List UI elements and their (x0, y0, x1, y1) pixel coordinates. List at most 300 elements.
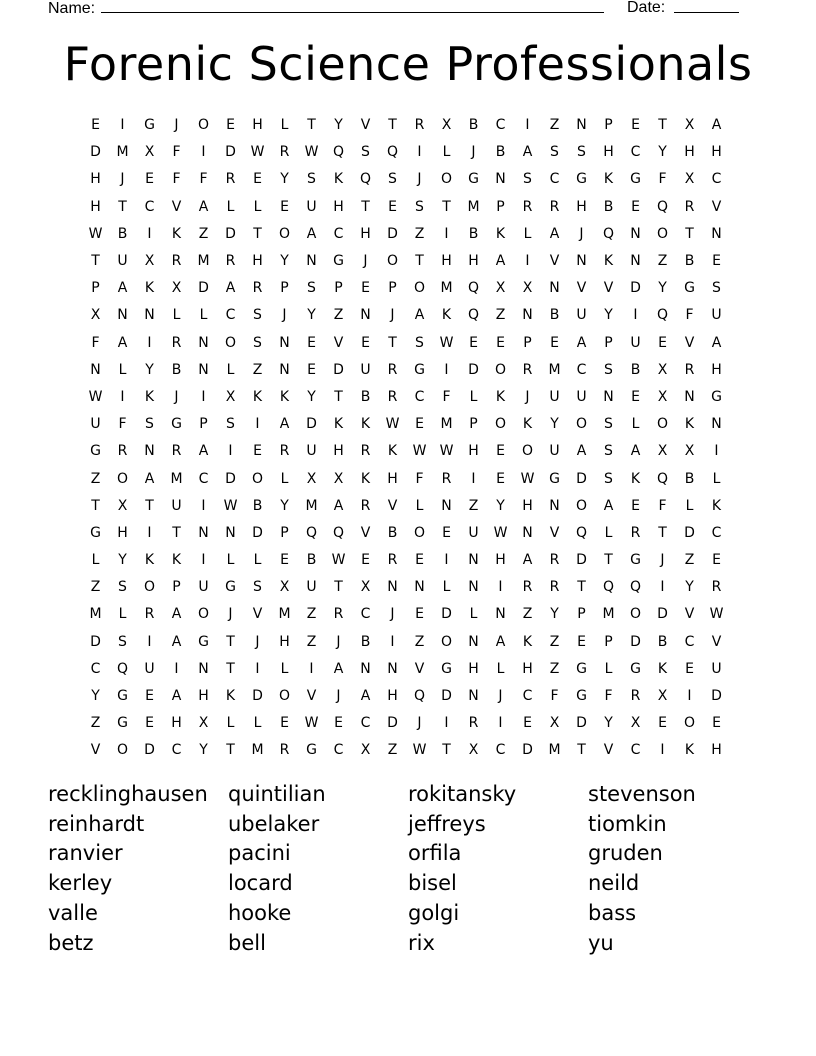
grid-letter[interactable]: H (360, 225, 371, 242)
grid-letter[interactable]: O (575, 497, 588, 514)
grid-letter[interactable]: Z (468, 497, 479, 514)
grid-letter[interactable]: G (711, 388, 722, 405)
grid-letter[interactable]: Z (414, 225, 425, 242)
grid-letter[interactable]: L (253, 715, 262, 732)
grid-letter[interactable]: E (550, 334, 559, 351)
grid-letter[interactable]: D (90, 144, 101, 161)
grid-letter[interactable]: N (522, 524, 533, 541)
grid-letter[interactable]: L (280, 117, 289, 134)
grid-letter[interactable]: R (414, 117, 425, 134)
grid-letter[interactable]: X (495, 280, 506, 297)
grid-letter[interactable]: L (469, 388, 478, 405)
grid-letter[interactable]: H (684, 144, 695, 161)
grid-letter[interactable]: T (91, 497, 100, 514)
grid-letter[interactable]: H (252, 117, 263, 134)
grid-letter[interactable]: U (549, 443, 560, 460)
grid-letter[interactable]: H (711, 742, 722, 759)
grid-letter[interactable]: N (279, 334, 290, 351)
grid-letter[interactable]: R (387, 552, 398, 569)
grid-letter[interactable]: I (147, 334, 152, 351)
grid-letter[interactable]: D (387, 715, 398, 732)
grid-letter[interactable]: N (198, 524, 209, 541)
grid-letter[interactable]: Y (280, 497, 289, 514)
grid-letter[interactable]: Y (280, 171, 289, 188)
grid-letter[interactable]: H (333, 198, 344, 215)
grid-letter[interactable]: L (226, 198, 235, 215)
grid-letter[interactable]: R (171, 253, 182, 270)
grid-letter[interactable]: B (387, 524, 398, 541)
grid-letter[interactable]: E (226, 117, 235, 134)
grid-letter[interactable]: K (603, 253, 614, 270)
grid-letter[interactable]: T (658, 524, 667, 541)
grid-letter[interactable]: Y (550, 416, 559, 433)
grid-letter[interactable]: F (415, 470, 424, 487)
grid-letter[interactable]: G (630, 171, 641, 188)
grid-letter[interactable]: M (548, 742, 561, 759)
grid-letter[interactable]: W (250, 144, 265, 161)
grid-letter[interactable]: D (225, 225, 236, 242)
grid-letter[interactable]: L (523, 225, 532, 242)
grid-letter[interactable]: Z (522, 606, 533, 623)
grid-letter[interactable]: J (255, 633, 260, 650)
grid-letter[interactable]: G (117, 688, 128, 705)
grid-letter[interactable]: C (144, 198, 155, 215)
grid-letter[interactable]: U (711, 660, 722, 677)
grid-letter[interactable]: K (144, 280, 155, 297)
grid-letter[interactable]: S (604, 416, 613, 433)
grid-letter[interactable]: E (469, 334, 478, 351)
grid-letter[interactable]: M (602, 606, 615, 623)
grid-letter[interactable]: P (577, 606, 586, 623)
grid-letter[interactable]: I (201, 552, 206, 569)
grid-letter[interactable]: N (576, 117, 587, 134)
grid-letter[interactable]: K (333, 416, 344, 433)
grid-letter[interactable]: U (360, 361, 371, 378)
grid-letter[interactable]: Q (359, 171, 372, 188)
grid-letter[interactable]: D (576, 715, 587, 732)
grid-letter[interactable]: F (442, 388, 451, 405)
grid-letter[interactable]: N (684, 388, 695, 405)
grid-letter[interactable]: Y (685, 579, 694, 596)
grid-letter[interactable]: Z (333, 307, 344, 324)
grid-letter[interactable]: O (575, 416, 588, 433)
grid-letter[interactable]: N (306, 253, 317, 270)
grid-letter[interactable]: F (604, 688, 613, 705)
grid-letter[interactable]: Y (658, 144, 667, 161)
grid-letter[interactable]: T (226, 633, 235, 650)
grid-letter[interactable]: E (415, 606, 424, 623)
grid-letter[interactable]: N (360, 660, 371, 677)
grid-letter[interactable]: C (198, 470, 209, 487)
grid-letter[interactable]: O (143, 579, 156, 596)
grid-letter[interactable]: D (441, 606, 452, 623)
grid-letter[interactable]: G (684, 280, 695, 297)
grid-letter[interactable]: B (549, 307, 560, 324)
grid-letter[interactable]: T (442, 198, 451, 215)
grid-letter[interactable]: C (225, 307, 236, 324)
grid-letter[interactable]: X (657, 443, 668, 460)
grid-letter[interactable]: J (390, 606, 395, 623)
grid-letter[interactable]: Q (467, 307, 480, 324)
grid-letter[interactable]: W (331, 552, 346, 569)
grid-letter[interactable]: R (630, 688, 641, 705)
grid-letter[interactable]: C (711, 171, 722, 188)
grid-letter[interactable]: M (440, 416, 453, 433)
grid-letter[interactable]: K (252, 388, 263, 405)
grid-letter[interactable]: S (577, 144, 586, 161)
grid-letter[interactable]: R (522, 198, 533, 215)
grid-letter[interactable]: E (361, 334, 370, 351)
grid-letter[interactable]: C (549, 171, 560, 188)
grid-letter[interactable]: L (118, 361, 127, 378)
grid-letter[interactable]: Z (198, 225, 209, 242)
grid-letter[interactable]: I (309, 660, 314, 677)
grid-letter[interactable]: K (495, 388, 506, 405)
grid-letter[interactable]: P (172, 579, 181, 596)
grid-letter[interactable]: B (306, 552, 317, 569)
grid-letter[interactable]: N (468, 552, 479, 569)
grid-letter[interactable]: Z (306, 606, 317, 623)
grid-letter[interactable]: R (117, 443, 128, 460)
grid-letter[interactable]: K (387, 443, 398, 460)
grid-letter[interactable]: X (522, 280, 533, 297)
grid-letter[interactable]: E (658, 334, 667, 351)
grid-letter[interactable]: K (630, 470, 641, 487)
grid-letter[interactable]: G (549, 470, 560, 487)
grid-letter[interactable]: B (495, 144, 506, 161)
grid-letter[interactable]: E (631, 497, 640, 514)
grid-letter[interactable]: P (280, 524, 289, 541)
grid-letter[interactable]: U (630, 334, 641, 351)
grid-letter[interactable]: Z (549, 117, 560, 134)
grid-letter[interactable]: S (604, 443, 613, 460)
grid-letter[interactable]: R (549, 198, 560, 215)
grid-letter[interactable]: N (144, 307, 155, 324)
grid-letter[interactable]: S (145, 416, 154, 433)
grid-letter[interactable]: K (171, 552, 182, 569)
grid-letter[interactable]: N (198, 660, 209, 677)
grid-letter[interactable]: S (361, 144, 370, 161)
grid-letter[interactable]: A (630, 443, 641, 460)
grid-letter[interactable]: C (630, 144, 641, 161)
grid-letter[interactable]: Q (305, 524, 318, 541)
grid-letter[interactable]: C (711, 524, 722, 541)
grid-letter[interactable]: A (198, 443, 209, 460)
grid-letter[interactable]: V (360, 524, 371, 541)
grid-letter[interactable]: B (684, 253, 695, 270)
grid-letter[interactable]: O (494, 361, 507, 378)
grid-letter[interactable]: V (360, 117, 371, 134)
grid-letter[interactable]: B (360, 633, 371, 650)
grid-letter[interactable]: O (683, 715, 696, 732)
grid-letter[interactable]: N (549, 280, 560, 297)
grid-letter[interactable]: A (117, 280, 128, 297)
grid-letter[interactable]: G (630, 660, 641, 677)
grid-letter[interactable]: E (145, 715, 154, 732)
grid-letter[interactable]: M (305, 497, 318, 514)
grid-letter[interactable]: E (361, 280, 370, 297)
grid-letter[interactable]: I (498, 715, 503, 732)
grid-letter[interactable]: H (90, 198, 101, 215)
grid-letter[interactable]: H (387, 470, 398, 487)
grid-letter[interactable]: V (171, 198, 182, 215)
grid-letter[interactable]: E (415, 416, 424, 433)
grid-letter[interactable]: S (253, 307, 262, 324)
grid-letter[interactable]: I (390, 633, 395, 650)
grid-letter[interactable]: T (226, 742, 235, 759)
grid-letter[interactable]: T (226, 660, 235, 677)
grid-letter[interactable]: E (496, 443, 505, 460)
grid-letter[interactable]: E (388, 198, 397, 215)
grid-letter[interactable]: A (522, 552, 533, 569)
grid-letter[interactable]: P (604, 334, 613, 351)
grid-letter[interactable]: E (712, 552, 721, 569)
grid-letter[interactable]: J (282, 307, 287, 324)
grid-letter[interactable]: P (496, 198, 505, 215)
grid-letter[interactable]: X (657, 361, 668, 378)
grid-letter[interactable]: V (333, 334, 344, 351)
grid-letter[interactable]: I (471, 470, 476, 487)
grid-letter[interactable]: J (417, 171, 422, 188)
grid-letter[interactable]: N (603, 388, 614, 405)
grid-letter[interactable]: A (360, 688, 371, 705)
grid-letter[interactable]: A (495, 633, 506, 650)
grid-letter[interactable]: X (360, 579, 371, 596)
grid-letter[interactable]: H (171, 715, 182, 732)
grid-letter[interactable]: T (388, 334, 397, 351)
grid-letter[interactable]: X (144, 144, 155, 161)
grid-letter[interactable]: U (549, 388, 560, 405)
grid-letter[interactable]: H (603, 144, 614, 161)
grid-letter[interactable]: D (225, 470, 236, 487)
grid-letter[interactable]: E (496, 470, 505, 487)
grid-letter[interactable]: D (90, 633, 101, 650)
grid-letter[interactable]: E (253, 171, 262, 188)
grid-letter[interactable]: D (522, 742, 533, 759)
grid-letter[interactable]: Y (604, 715, 613, 732)
grid-letter[interactable]: L (442, 579, 451, 596)
grid-letter[interactable]: I (255, 416, 260, 433)
grid-letter[interactable]: I (120, 117, 125, 134)
grid-letter[interactable]: B (171, 361, 182, 378)
grid-letter[interactable]: S (226, 416, 235, 433)
grid-letter[interactable]: A (603, 497, 614, 514)
grid-letter[interactable]: E (631, 388, 640, 405)
grid-letter[interactable]: Y (118, 552, 127, 569)
grid-letter[interactable]: B (117, 225, 128, 242)
grid-letter[interactable]: Q (656, 307, 669, 324)
grid-letter[interactable]: W (709, 606, 724, 623)
grid-letter[interactable]: N (468, 579, 479, 596)
grid-letter[interactable]: O (656, 225, 669, 242)
grid-letter[interactable]: L (199, 307, 208, 324)
grid-letter[interactable]: I (525, 117, 530, 134)
grid-letter[interactable]: W (439, 334, 454, 351)
grid-letter[interactable]: I (444, 225, 449, 242)
grid-letter[interactable]: E (145, 688, 154, 705)
grid-letter[interactable]: I (417, 144, 422, 161)
grid-letter[interactable]: J (174, 388, 179, 405)
grid-letter[interactable]: U (306, 198, 317, 215)
grid-letter[interactable]: D (657, 606, 668, 623)
grid-letter[interactable]: S (118, 579, 127, 596)
grid-letter[interactable]: V (603, 280, 614, 297)
grid-letter[interactable]: J (660, 552, 665, 569)
grid-letter[interactable]: J (498, 688, 503, 705)
grid-letter[interactable]: W (412, 443, 427, 460)
grid-letter[interactable]: D (711, 688, 722, 705)
grid-letter[interactable]: I (147, 524, 152, 541)
grid-letter[interactable]: I (228, 443, 233, 460)
grid-letter[interactable]: Q (413, 688, 426, 705)
grid-letter[interactable]: A (171, 633, 182, 650)
grid-letter[interactable]: J (228, 606, 233, 623)
grid-letter[interactable]: I (147, 225, 152, 242)
grid-letter[interactable]: Z (414, 633, 425, 650)
grid-letter[interactable]: E (712, 253, 721, 270)
grid-letter[interactable]: B (630, 361, 641, 378)
grid-letter[interactable]: I (255, 660, 260, 677)
grid-letter[interactable]: M (548, 361, 561, 378)
grid-letter[interactable]: F (91, 334, 100, 351)
grid-letter[interactable]: X (684, 117, 695, 134)
grid-letter[interactable]: X (657, 688, 668, 705)
grid-letter[interactable]: A (549, 225, 560, 242)
grid-letter[interactable]: W (385, 416, 400, 433)
grid-letter[interactable]: S (307, 171, 316, 188)
grid-letter[interactable]: A (522, 144, 533, 161)
grid-letter[interactable]: N (360, 307, 371, 324)
grid-letter[interactable]: K (441, 307, 452, 324)
grid-letter[interactable]: A (414, 307, 425, 324)
grid-letter[interactable]: M (116, 144, 129, 161)
grid-letter[interactable]: J (336, 688, 341, 705)
grid-letter[interactable]: N (441, 497, 452, 514)
grid-letter[interactable]: E (496, 334, 505, 351)
grid-letter[interactable]: T (604, 552, 613, 569)
grid-letter[interactable]: C (522, 688, 533, 705)
grid-letter[interactable]: K (333, 171, 344, 188)
grid-letter[interactable]: Z (90, 715, 101, 732)
grid-letter[interactable]: A (171, 688, 182, 705)
grid-letter[interactable]: P (334, 280, 343, 297)
grid-letter[interactable]: L (685, 497, 694, 514)
grid-letter[interactable]: F (199, 171, 208, 188)
grid-letter[interactable]: G (198, 633, 209, 650)
grid-letter[interactable]: C (333, 742, 344, 759)
grid-letter[interactable]: E (685, 660, 694, 677)
grid-letter[interactable]: T (388, 117, 397, 134)
grid-letter[interactable]: N (90, 361, 101, 378)
grid-letter[interactable]: V (306, 688, 317, 705)
grid-letter[interactable]: C (90, 660, 101, 677)
grid-letter[interactable]: A (306, 225, 317, 242)
grid-letter[interactable]: U (306, 579, 317, 596)
grid-letter[interactable]: T (253, 225, 262, 242)
grid-letter[interactable]: X (684, 443, 695, 460)
grid-letter[interactable]: U (306, 443, 317, 460)
grid-letter[interactable]: Q (332, 524, 345, 541)
grid-letter[interactable]: H (198, 688, 209, 705)
grid-letter[interactable]: D (198, 280, 209, 297)
grid-letter[interactable]: X (306, 470, 317, 487)
grid-letter[interactable]: D (630, 280, 641, 297)
grid-letter[interactable]: S (388, 171, 397, 188)
grid-letter[interactable]: U (711, 307, 722, 324)
grid-letter[interactable]: J (390, 307, 395, 324)
grid-letter[interactable]: C (495, 742, 506, 759)
grid-letter[interactable]: T (172, 524, 181, 541)
grid-letter[interactable]: O (224, 334, 237, 351)
grid-letter[interactable]: G (90, 443, 101, 460)
grid-letter[interactable]: N (225, 524, 236, 541)
grid-letter[interactable]: B (360, 388, 371, 405)
grid-letter[interactable]: H (117, 524, 128, 541)
grid-letter[interactable]: D (333, 361, 344, 378)
grid-letter[interactable]: Z (90, 470, 101, 487)
grid-letter[interactable]: I (633, 307, 638, 324)
grid-letter[interactable]: N (549, 497, 560, 514)
grid-letter[interactable]: N (495, 606, 506, 623)
grid-letter[interactable]: S (604, 361, 613, 378)
grid-letter[interactable]: X (279, 579, 290, 596)
grid-letter[interactable]: O (386, 253, 399, 270)
grid-letter[interactable]: Z (90, 579, 101, 596)
grid-letter[interactable]: S (523, 171, 532, 188)
grid-letter[interactable]: T (334, 579, 343, 596)
grid-letter[interactable]: V (711, 633, 722, 650)
grid-letter[interactable]: Z (252, 361, 263, 378)
grid-letter[interactable]: B (603, 198, 614, 215)
grid-letter[interactable]: X (657, 388, 668, 405)
date-blank-line[interactable] (674, 0, 739, 13)
grid-letter[interactable]: P (523, 334, 532, 351)
grid-letter[interactable]: Q (656, 198, 669, 215)
grid-letter[interactable]: K (711, 497, 722, 514)
grid-letter[interactable]: A (576, 334, 587, 351)
grid-letter[interactable]: V (576, 280, 587, 297)
grid-letter[interactable]: V (684, 334, 695, 351)
grid-letter[interactable]: Y (550, 606, 559, 623)
name-blank-line[interactable] (101, 0, 604, 13)
grid-letter[interactable]: K (603, 171, 614, 188)
grid-letter[interactable]: X (684, 171, 695, 188)
grid-letter[interactable]: E (307, 361, 316, 378)
grid-letter[interactable]: H (387, 688, 398, 705)
grid-letter[interactable]: Y (307, 307, 316, 324)
grid-letter[interactable]: L (118, 606, 127, 623)
grid-letter[interactable]: I (660, 742, 665, 759)
grid-letter[interactable]: E (442, 524, 451, 541)
grid-letter[interactable]: E (523, 715, 532, 732)
grid-letter[interactable]: Y (496, 497, 505, 514)
grid-letter[interactable]: X (630, 715, 641, 732)
grid-letter[interactable]: Z (549, 660, 560, 677)
grid-letter[interactable]: G (441, 660, 452, 677)
grid-letter[interactable]: R (468, 715, 479, 732)
grid-letter[interactable]: J (471, 144, 476, 161)
grid-letter[interactable]: L (496, 660, 505, 677)
grid-letter[interactable]: R (144, 606, 155, 623)
grid-letter[interactable]: H (468, 443, 479, 460)
grid-letter[interactable]: Z (306, 633, 317, 650)
grid-letter[interactable]: E (361, 552, 370, 569)
grid-letter[interactable]: O (278, 225, 291, 242)
grid-letter[interactable]: H (522, 497, 533, 514)
grid-letter[interactable]: V (90, 742, 101, 759)
grid-letter[interactable]: N (387, 660, 398, 677)
grid-letter[interactable]: L (226, 552, 235, 569)
